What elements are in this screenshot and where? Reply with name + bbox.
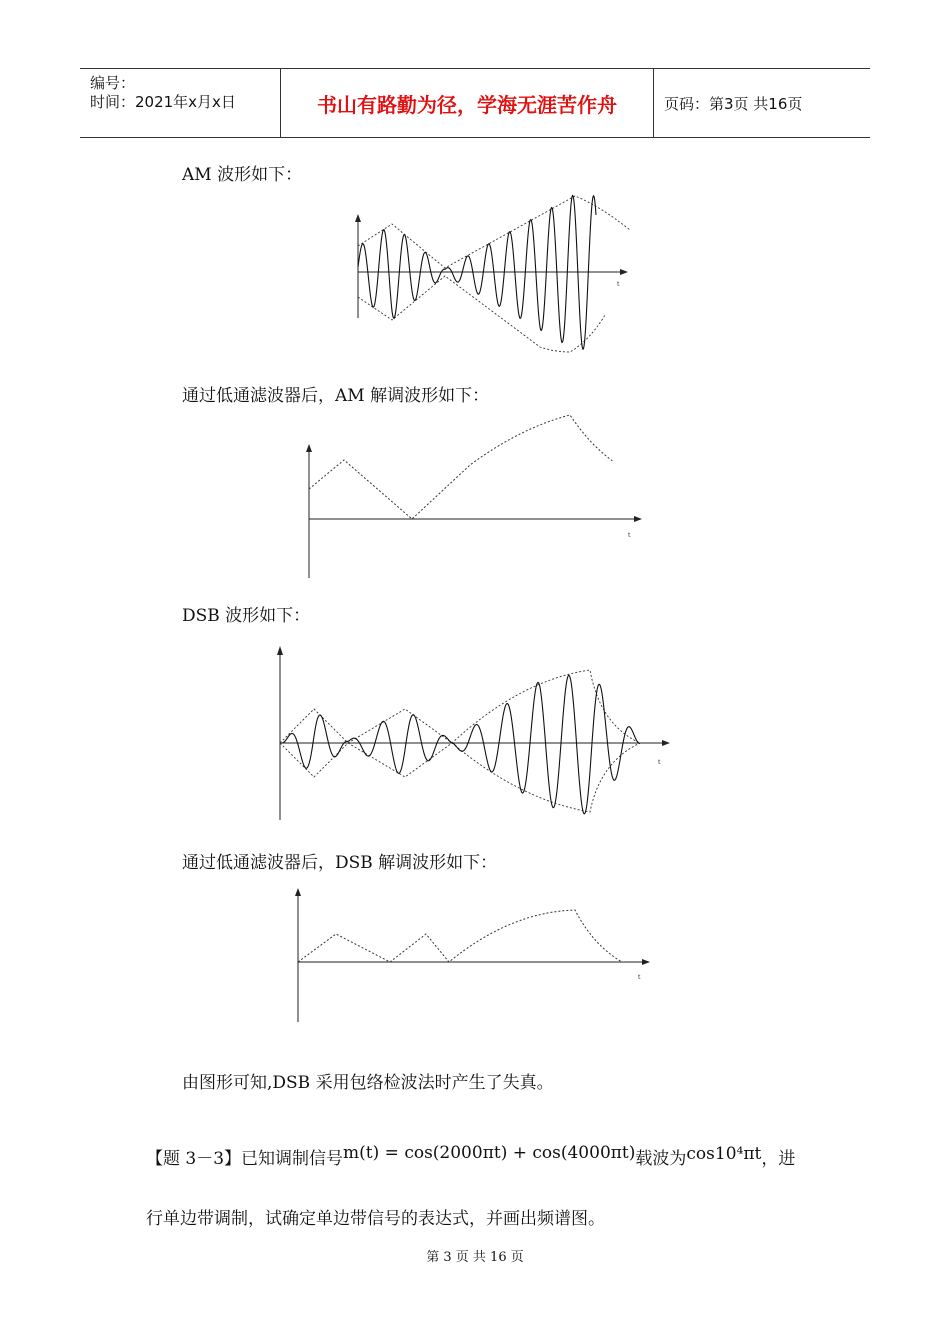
am-t-label: t [617, 281, 620, 288]
page-footer: 第 3 页 共 16 页 [426, 1250, 524, 1265]
number-label: 编号： [90, 74, 136, 92]
problem-formula: m(t) = cos(2000πt) + cos(4000πt) [343, 1143, 636, 1163]
dsb-demod-curve [298, 910, 622, 962]
dsb-demod-y-arrow [295, 888, 301, 896]
dsb-y-arrow [277, 646, 283, 655]
time-label: 时间：2021年x月x日 [90, 93, 236, 111]
am-demod-t-label: t [628, 532, 631, 539]
dsb-waveform-figure [270, 640, 670, 830]
problem-text-3: ，进 [761, 1149, 796, 1169]
problem-label: 【题 3－3】 [146, 1149, 242, 1169]
page-info: 页码：第3页 共16页 [664, 94, 803, 113]
dsb-envelope-lower [280, 743, 640, 812]
am-demod-curve [309, 415, 614, 519]
problem-text-2: 载波为 [635, 1149, 687, 1169]
dsb-envelope-upper [280, 670, 640, 743]
problem-text-1: 已知调制信号 [241, 1149, 344, 1169]
carrier-formula: cos10⁴πt [686, 1144, 762, 1164]
dsb-demod-figure [290, 882, 650, 1027]
dsb-x-arrow [662, 740, 670, 746]
am-demod-x-arrow [634, 516, 642, 522]
am-waveform-figure [340, 205, 640, 355]
am-demod-figure [300, 410, 660, 585]
dsb-t-label: t [658, 759, 661, 766]
conclusion-text: 由图形可知,DSB 采用包络检波法时产生了失真。 [182, 1073, 554, 1093]
problem-line-1 [146, 1144, 795, 1169]
dsb-demod-x-arrow [642, 959, 650, 965]
am-demod-y-arrow [306, 444, 312, 452]
am-caption: AM 波形如下： [182, 165, 303, 185]
dsb-modulated-wave [282, 675, 640, 814]
motto: 书山有路勤为径，学海无涯苦作舟 [281, 69, 654, 137]
dsb-caption: DSB 波形如下： [182, 606, 311, 626]
problem-line-2: 行单边带调制，试确定单边带信号的表达式，并画出频谱图。 [146, 1209, 605, 1229]
header-left-cell [80, 69, 281, 137]
am-x-arrow [620, 269, 628, 275]
am-demod-caption: 通过低通滤波器后，AM 解调波形如下： [182, 386, 490, 406]
page-header [80, 68, 870, 138]
dsb-demod-caption: 通过低通滤波器后，DSB 解调波形如下： [182, 853, 498, 873]
am-y-arrow [355, 214, 361, 222]
dsb-demod-t-label: t [638, 974, 641, 981]
